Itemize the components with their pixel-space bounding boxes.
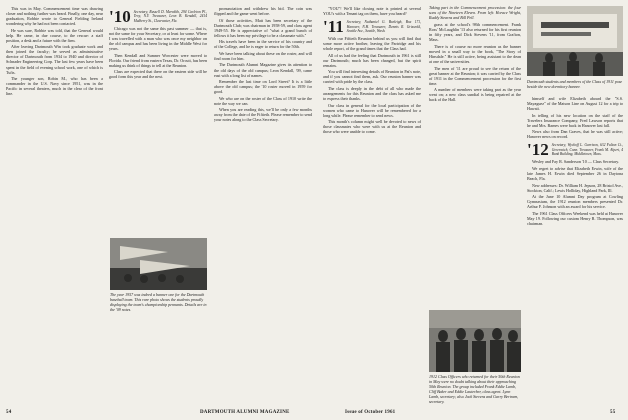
paragraph: His travels have been in the service of his country and of the College, and he is eager to return for the 50th. — [214, 39, 312, 50]
banner-photo — [527, 6, 623, 76]
paragraph: "YOU"! We'll like closing note is printed at several YOU's with a Tenant tag on them, have you heard? — [323, 6, 421, 17]
paragraph: New addresses: Dr. William H. Jepson, 28 Bristol Ave., Stockton, Calif.; Lewis Holliday, Highland Park, Ill. — [527, 182, 623, 193]
paragraph: Wesley and Fay R. Sanderson '10 — Class Secretary. — [532, 159, 620, 165]
paragraph: This was in May. Commencement time was drawing closer and nothing further was heard. Finally, one day, near graduation, Robbie wrote to General Fielding Ireland wondering why he had not been contacted. — [6, 6, 104, 27]
column-1 — [6, 6, 103, 98]
paragraph: pronunciation and withdrew his bid. The coin was flipped and the game went before. — [214, 6, 312, 17]
caption-lead: Taking part in the Commencement procession: the four sons of the Nineteen Eleven. From left: Horace Wright, Ruddy Stearns and Bill Pell. — [429, 5, 521, 20]
class-officers: Secretary, Wyckoff L. Garrison, 632 Fulton Ct., Greenwich, Conn. Treasurer, Frank M. Alpert, 4 Bank Building, Middletown, Mass. — [551, 143, 623, 157]
column-3 — [214, 6, 312, 124]
column-2 — [109, 6, 207, 81]
paragraph: The class is deeply in the debt of all who made the arrangements for this Reunion and the class has asked me to express their thanks. — [323, 86, 421, 102]
paragraph: All of us had the feeling that Dartmouth in 1961 is still our Dartmouth; much has been changed, but the spirit remains. — [323, 52, 421, 68]
paragraph: He was sure, Robbie was told, that the General would help. He came, in due course, to the rescue: a staff position, a desk and a future with the firm. — [6, 27, 103, 43]
paragraph: When you are reading this, we'll be only a few months away from the date of the Fiftieth. Please remember to send your notes along to the Class Secretary. — [214, 107, 312, 123]
paragraph: Of those activities, Matt has been secretary of the Dartmouth Club; was chairman in 1958-59, and class agent 1949-55. He is appreciative of "what a grand bunch of fellows it has been my privilege to be a classmate with." — [214, 17, 312, 38]
paragraph: A number of members were taking part as the year went on; a new class sundial is being repaired at the back of the Hall. — [429, 87, 521, 103]
paragraph: We have been talking about these on the roster, and will find room for him. — [214, 50, 312, 61]
paragraph: Our class in general for the local participation of the women who came to Hanover will be remembered for a long while. Please remember to send news. — [323, 102, 421, 118]
class-officers-photo — [429, 310, 521, 372]
class-officers: Secretary, Nathaniel G. Burleigh, Box 171, Hanover, N.H. Treasurer, Dennis R. Griswold, Seattle Ave., Seattle, Wash. — [346, 20, 421, 33]
paragraph: The younger son, Robin M., who has been a commander in the U.S. Navy since 1951, was in the Pacific in several theaters, much in the clear of the front line. — [6, 76, 103, 97]
photo-illustration — [429, 310, 521, 372]
column-6 — [527, 96, 623, 227]
paragraph: News also from Dan Graves, that he was still active; Hanover news on record. — [527, 129, 623, 140]
class-heading-1911 — [323, 17, 421, 37]
column-5 — [429, 6, 521, 104]
class-heading-1912 — [527, 140, 623, 160]
class-year: '10 — [109, 7, 131, 26]
photo-caption: 1912 Class Officers who returned for their 50th Reunion in May were no doubt talking about their approaching 50th Reunion. The group included Frank Eddie Lamb, Cliff Baker and Eddie Lauterber, class agent. Lynn Lamb, secretary; also Jack Stevens and Garry Bertram, secretary. — [429, 374, 520, 404]
paragraph: This month's column might well be devoted to news of those classmates who were with us at the Reunion and those who were unable to come. — [323, 119, 421, 135]
column-4 — [323, 6, 421, 136]
paragraph: With our Fiftieth Reunion behind us you will find that some more active brother, leaving the Partridge and his whole report, of the grand times that the Class had. — [323, 36, 421, 52]
page-number-left: 54 — [6, 410, 12, 415]
photo-illustration — [527, 6, 623, 76]
paragraph: The 1961 Class Officers Weekend was held at Hanover May 19. Following our custom Henry R. Thompson, was chairman. — [527, 210, 623, 226]
baseball-team-photo — [110, 238, 207, 290]
paragraph: grass at the school's 98th commencement. Frank Ross' McLaughlin '13 also returned for his first reunion in fifty years, and Dick Stevens '11, from Grafton, Mass. — [429, 22, 521, 43]
issue-date: Issue of October 1961 — [345, 410, 396, 415]
photo-caption: Dartmouth students and members of the Class of 1911 pose beside the new dormitory banner. — [527, 79, 623, 89]
paragraph: At the June 10 Alumni Day program at Cowling Gymnasium, the 1912 reunion members presented Dr. Arthur F. Johnson with an award for his service. — [527, 194, 623, 210]
paragraph: The men of '11 are proud to see the return of the great banner at the Reunion; it was carried by the Class of 1911 in the Commencement procession for the first time. — [429, 65, 521, 86]
paragraph: Class are expected that there on the eastern side will be good form this year and the next. — [109, 69, 207, 80]
paragraph: Chicago was not the same this past summer — that is, not the same for your Secretary, or at least for some. Where I was travelled with a man who was once my neighbor on the old campus and has been living in the Middle West for years. — [109, 26, 207, 52]
paragraph: Then Kendall and Sumner Worcester were moved to Florida. Our friend from eastern Texas, Dr. Orcutt, has been making us think of things to tell at the Reunion. — [109, 52, 207, 68]
paragraph: Remember the last time on Lord Street? It is a little above the old campus; the '10 roster moved in 1959 for good. — [214, 79, 312, 95]
paragraph: You will find interesting details of Reunion in Pat's note, and if you cannot find them, ask. Our reunion banner was carried with pride by the class. — [323, 69, 421, 85]
paragraph: The Dartmouth Alumni Magazine gives its attention to the old days of the old campus; Leon Kendall, '09, came east with a long list of names. — [214, 62, 312, 78]
magazine-title: DARTMOUTH ALUMNI MAGAZINE — [200, 410, 290, 415]
paragraph: After leaving Dartmouth Win took graduate work and then joined the faculty; he served as administrative director of Dartmouth from 1934 to 1940 and director of Schnader Engineering Corp. The last few years have been spent in the field of evening school work, one of which is Tufts. — [6, 44, 103, 75]
class-year: '11 — [323, 17, 344, 37]
class-heading-1910 — [109, 9, 207, 24]
paragraph: There is of course no more reunion as the banner moved in a small way to the book, "The Story of Hinsdale." He is still active, being assistant to the dean at one of the universities. — [429, 43, 521, 65]
paragraph: himself and wife Elizabeth aboard the "S.S. Mayaguez" of the Matson Line on August 12 for a trip to Hawaii. — [527, 96, 623, 112]
photo-illustration — [110, 238, 207, 290]
paragraph: We regret to advise that Elizabeth Erwin, wife of the late James H. Erwin died September 26 in Daytona Beach, Fla. — [527, 165, 623, 182]
class-officers: Secretary, Russell D. Meredith, 294 Carleton Pl., Troy, N.Y. Treasurer, Leon B. Kendall, 2414 Mulberry St., Clearwater, Fla. — [133, 10, 207, 23]
paragraph: We who are on the roster of the Class of 1910 write the note the way we can. — [214, 95, 312, 106]
page-number-right: 55 — [610, 410, 616, 415]
photo-caption: The year 1957 was indeed a banner one for the Dartmouth baseball team. This rare photo shows the students proudly displaying the team's championship pennants. Details are in the '09 notes. — [110, 292, 207, 312]
paragraph: In telling of his new location on the staff of the Travelers Insurance Company, Fred Lawson reports that he and Mrs. Barnes were back in Hanover last fall. — [527, 112, 623, 128]
class-year: '12 — [527, 140, 549, 160]
